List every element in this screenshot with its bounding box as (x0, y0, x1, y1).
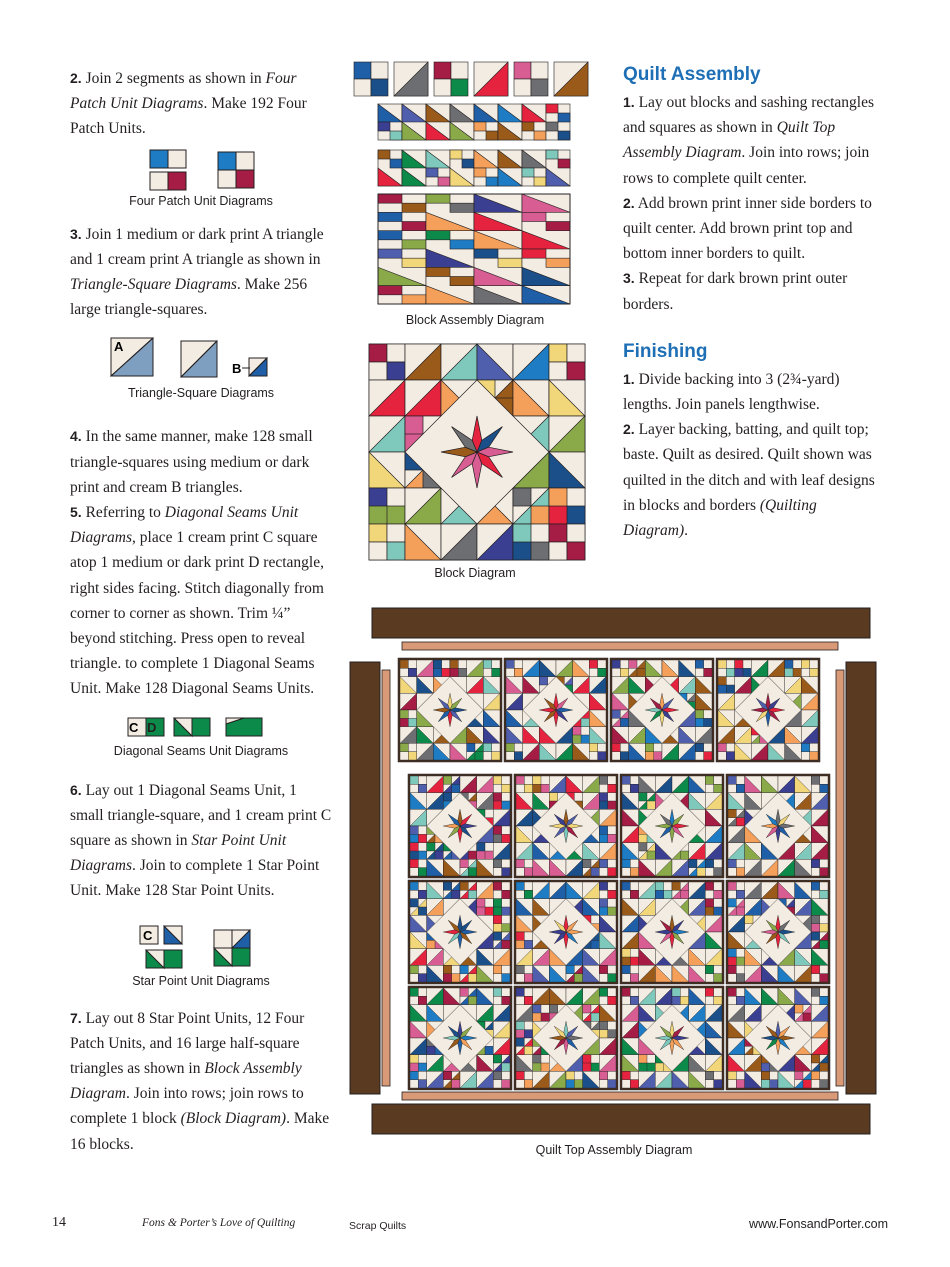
step-4 (70, 424, 332, 500)
step-text: Repeat for dark brown print outer borders. (623, 270, 848, 313)
step-text: Referring to (81, 504, 165, 522)
step-ref: Triangle-Square Diagrams (70, 276, 237, 294)
step-text: Lay out blocks and sashing rectangles and squares as shown in (623, 94, 875, 137)
step-text: In the same manner, make 128 small triangle-squares using medium or dark print and cream B triangles. (70, 428, 313, 496)
diagonal-seams-figure (70, 716, 332, 774)
step-text: , place 1 cream print C square atop 1 medium or dark print D rectangle, right sides facing. Stitch diagonally from corner to corner as shown. Trim ¼” beyond stitching. Press open to reveal triangle. to complete 1 Diagonal Seams Unit. Make 128 Diagonal Seams Units. (70, 529, 324, 698)
quilt-block (408, 986, 512, 1090)
step-ref: Four Patch Unit Diagrams (70, 70, 297, 113)
four-patch-diagram (70, 148, 332, 196)
step-text: Divide backing into 3 (2¾-yard) lengths. Join panels lengthwise. (623, 370, 840, 414)
finishing-step-2 (623, 417, 875, 543)
step-5 (70, 500, 332, 702)
single-block (369, 344, 585, 560)
quilt-top-caption: Quilt Top Assembly Diagram (535, 1143, 693, 1157)
left-column (70, 66, 332, 1157)
assembly-step-2 (623, 191, 875, 267)
right-column (623, 64, 875, 543)
four-patch-caption: Four Patch Unit Diagrams (129, 193, 273, 208)
step-text: . Make 192 Four Patch Units. (70, 95, 307, 138)
page-number: 14 (52, 1215, 66, 1230)
block-assembly-diagram (352, 60, 598, 308)
quilt-block (408, 774, 512, 878)
block-caption: Block Diagram (434, 566, 516, 580)
quilt-layout (350, 608, 876, 1134)
step-6 (70, 778, 332, 904)
step-ref: Diagonal Seams Unit Diagrams (70, 504, 299, 547)
step-number: 6. (70, 781, 82, 798)
step-number: 5. (70, 504, 82, 521)
quilt-block (504, 658, 608, 762)
diagonal-seams-caption: Diagonal Seams Unit Diagrams (113, 743, 289, 758)
block-diagram (368, 343, 586, 561)
quilt-top-assembly-diagram (348, 606, 880, 1138)
diag-label-c: C (129, 719, 139, 735)
step-number: 2. (623, 421, 635, 438)
step-text: Layer backing, batting, and quilt top; baste. Quilt as desired. Quilt shown was quilted in the ditch and with leaf designs in blocks and borders (623, 421, 875, 514)
assembly-step-1 (623, 90, 875, 191)
step-number: 7. (70, 1009, 82, 1026)
step-text: . Join into rows; join rows to complete quilt center. (623, 144, 870, 187)
triangle-square-figure (70, 336, 332, 418)
quilt-block (620, 774, 724, 878)
assembly-rows (354, 62, 588, 304)
step-number: 1. (623, 94, 635, 110)
quilt-block (514, 774, 618, 878)
diag-label-d: D (147, 719, 157, 735)
quilt-block (726, 880, 830, 984)
website-link[interactable]: www.FonsandPorter.com (749, 1217, 888, 1231)
quilt-block (620, 986, 724, 1090)
step-ref: Block Assembly Diagram (70, 1060, 302, 1103)
quilt-assembly-heading: Quilt Assembly (623, 64, 761, 85)
step-ref: Quilt Top Assembly Diagram (623, 119, 836, 162)
quilt-block (610, 658, 714, 762)
step-text: Add brown print inner side borders to quilt center. Add brown print top and bottom inner borders to quilt. (623, 194, 872, 263)
step-text: . Make 256 large triangle-squares. (70, 276, 308, 319)
quilt-block (620, 880, 724, 984)
step-text: . Join to complete 1 Star Point Unit. Make 128 Star Point Units. (70, 857, 320, 900)
step-text: . Make 16 blocks. (70, 1110, 330, 1153)
quilt-block (514, 880, 618, 984)
step-text: . (684, 522, 689, 540)
quilt-block (726, 774, 830, 878)
triangle-square-diagram (70, 336, 332, 386)
triangle-label-b: B (232, 361, 242, 377)
step-text: Lay out 1 Diagonal Seams Unit, 1 small triangle-square, and 1 cream print C square as shown in (70, 781, 332, 850)
four-patch-figure (70, 148, 332, 218)
quilt-block (716, 658, 820, 762)
block-assembly-caption: Block Assembly Diagram (405, 313, 545, 327)
step-text: Lay out 8 Star Point Units, 12 Four Patch Units, and 16 large half-square triangles as shown in (70, 1009, 305, 1078)
finishing-step-1 (623, 367, 875, 417)
triangle-square-caption: Triangle-Square Diagrams (127, 386, 275, 401)
star-point-figure (70, 924, 332, 1000)
step-number: 3. (623, 270, 635, 287)
step-number: 2. (623, 194, 635, 211)
step-2 (70, 66, 332, 142)
step-7 (70, 1006, 332, 1157)
assembly-step-3 (623, 266, 875, 316)
diagonal-seams-diagram (70, 716, 332, 740)
step-number: 3. (70, 225, 82, 242)
step-number: 4. (70, 428, 82, 445)
step-ref: Star Point Unit Diagrams (70, 832, 287, 875)
magazine-title: Fons & Porter’s Love of Quilting (142, 1217, 296, 1229)
finishing-heading: Finishing (623, 340, 708, 362)
step-3 (70, 222, 332, 323)
step-text: Join 2 segments as shown in (81, 70, 266, 87)
quilt-block (398, 658, 502, 762)
star-point-diagram (70, 924, 332, 972)
star-point-caption: Star Point Unit Diagrams (132, 973, 270, 988)
section-name: Scrap Quilts (349, 1220, 407, 1232)
step-number: 1. (623, 370, 635, 387)
quilt-block (408, 880, 512, 984)
quilt-block (514, 986, 618, 1090)
step-ref: (Block Diagram) (180, 1110, 287, 1128)
step-text: Join 1 medium or dark print A triangle and 1 cream print A triangle as shown in (70, 225, 324, 268)
step-text: . Join into rows; join rows to complete 1 block (70, 1085, 304, 1128)
step-number: 2. (70, 70, 82, 86)
step-ref: (Quilting Diagram) (623, 496, 817, 540)
quilt-block (726, 986, 830, 1090)
triangle-label-a: A (114, 339, 124, 355)
star-label-c: C (143, 927, 153, 943)
